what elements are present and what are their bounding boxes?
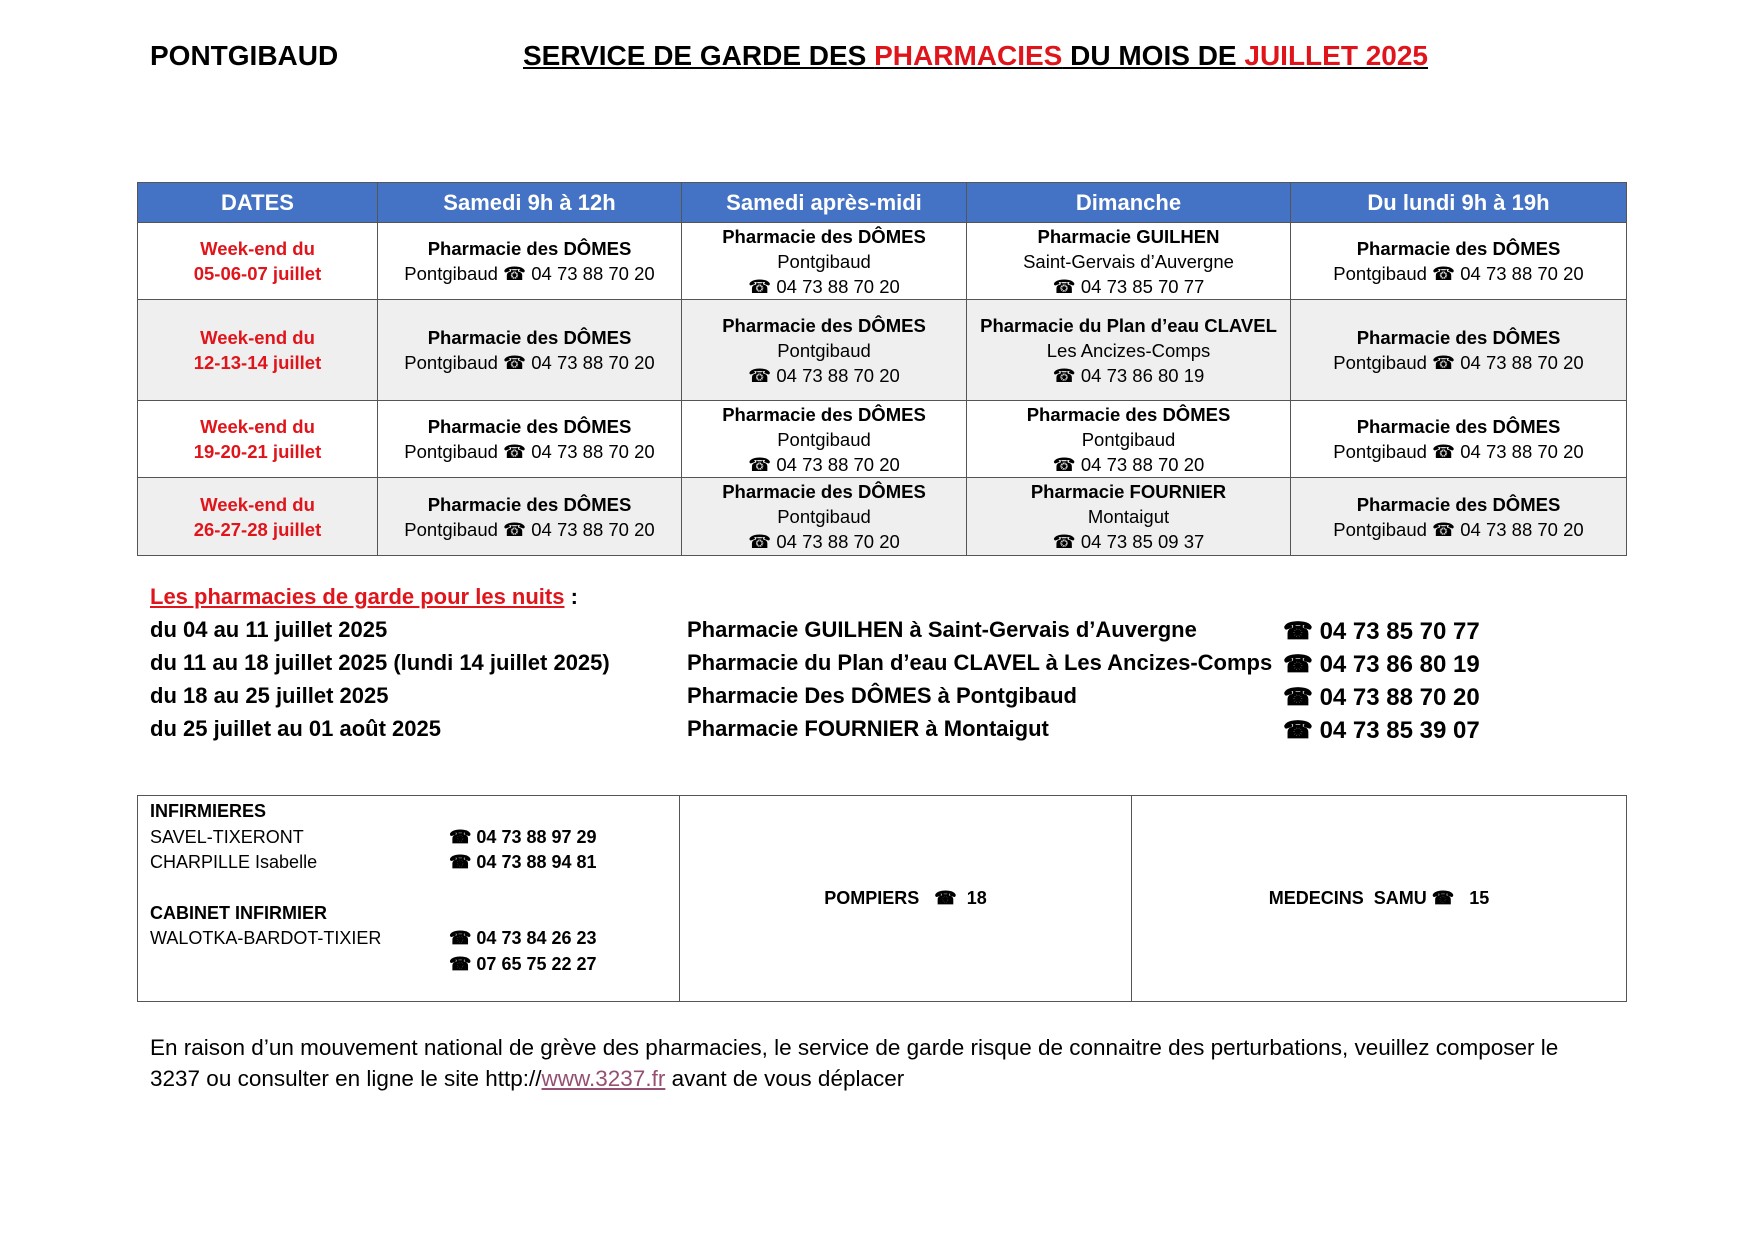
pharmacy-name: Pharmacie des DÔMES (1356, 238, 1561, 259)
night-duty-section (150, 584, 1590, 749)
pharmacy-contact: Pontgibaud ☎ 04 73 88 70 20 (1333, 518, 1584, 540)
sunday-cell (967, 478, 1291, 556)
sunday-cell (967, 401, 1291, 478)
title-part: SERVICE DE GARDE DES (523, 40, 875, 71)
weekday-cell (1291, 223, 1627, 300)
pharmacy-town: Pontgibaud (777, 339, 871, 361)
pharmacy-town: Montaigut (1087, 506, 1170, 527)
sunday-cell (967, 223, 1291, 300)
nurses-cell (138, 796, 680, 1002)
night-pharmacy: Pharmacie du Plan d’eau CLAVEL à Les Ancizes-Comps (687, 650, 1273, 675)
date-label: Week-end du (200, 493, 315, 515)
title-month: JUILLET 2025 (1244, 40, 1429, 71)
pharmacy-town: Pontgibaud (777, 506, 871, 527)
table-row (138, 300, 1627, 401)
sunday-cell (967, 300, 1291, 401)
sat-afternoon-cell (682, 401, 967, 478)
notice-text: En raison d’un mouvement national de grève des pharmacies, le service de garde risque de connaitre des perturbations, veuillez composer le 3237 ou consulter en ligne le site http:// (150, 1035, 1559, 1091)
pharmacy-phone: ☎ 04 73 88 70 20 (748, 275, 900, 297)
night-pharmacy: Pharmacie FOURNIER à Montaigut (687, 716, 1049, 741)
contacts-table (137, 795, 1627, 1002)
pharmacy-contact: Pontgibaud ☎ 04 73 88 70 20 (404, 352, 655, 373)
night-phone: ☎ 04 73 88 70 20 (1283, 684, 1480, 711)
pharmacy-contact: Pontgibaud ☎ 04 73 88 70 20 (1333, 441, 1584, 462)
pharmacy-name: Pharmacie des DÔMES (1356, 493, 1561, 515)
samu-cell (1132, 796, 1627, 1002)
night-period: du 18 au 25 juillet 2025 (150, 683, 389, 708)
night-duty-heading-text: Les pharmacies de garde pour les nuits (150, 584, 565, 609)
cabinet-phone: ☎ 04 73 84 26 23 (449, 928, 597, 948)
night-duty-row (150, 650, 1590, 683)
pharmacy-town: Les Ancizes-Comps (1046, 339, 1211, 361)
night-duty-heading (150, 584, 1590, 617)
sat-morning-cell (378, 401, 682, 478)
pharmacy-contact: Pontgibaud ☎ 04 73 88 70 20 (1333, 263, 1584, 284)
nurse-phone: ☎ 04 73 88 94 81 (449, 852, 597, 872)
column-header: Samedi 9h à 12h (378, 183, 682, 223)
strike-notice (150, 1032, 1610, 1094)
pharmacy-name: Pharmacie des DÔMES (427, 493, 632, 515)
nurse-phone: ☎ 04 73 88 97 29 (449, 827, 597, 847)
weekday-cell (1291, 300, 1627, 401)
column-header: Samedi après-midi (682, 183, 967, 223)
contacts-row (138, 796, 1627, 1002)
column-header: Dimanche (967, 183, 1291, 223)
date-range: 05-06-07 juillet (193, 263, 322, 284)
cabinet-phone: ☎ 07 65 75 22 27 (449, 954, 597, 974)
date-cell (138, 223, 378, 300)
website-link[interactable]: www.3237.fr (541, 1066, 666, 1091)
night-duty-row (150, 683, 1590, 716)
night-period: du 11 au 18 juillet 2025 (lundi 14 juillet 2025) (150, 650, 610, 675)
table-row (138, 401, 1627, 478)
weekday-cell (1291, 478, 1627, 556)
pharmacy-contact: Pontgibaud ☎ 04 73 88 70 20 (404, 441, 655, 462)
sat-morning-cell (378, 223, 682, 300)
nurse-name: CHARPILLE Isabelle (150, 852, 318, 872)
date-cell (138, 300, 378, 401)
pharmacy-name: Pharmacie des DÔMES (1026, 403, 1231, 425)
heading-suffix: : (564, 584, 578, 609)
sat-afternoon-cell (682, 300, 967, 401)
pharmacy-contact: Pontgibaud ☎ 04 73 88 70 20 (404, 263, 655, 284)
pharmacy-phone: ☎ 04 73 88 70 20 (748, 531, 900, 552)
pharmacy-name: Pharmacie du Plan d’eau CLAVEL (980, 314, 1277, 336)
sat-morning-cell (378, 300, 682, 401)
pharmacy-town: Pontgibaud (1081, 428, 1176, 450)
pharmacy-name: Pharmacie des DÔMES (427, 327, 632, 348)
night-period: du 04 au 11 juillet 2025 (150, 617, 388, 642)
date-range: 12-13-14 juillet (193, 352, 322, 373)
title-highlight: PHARMACIES (874, 40, 1063, 71)
nurses-title: INFIRMIERES (150, 801, 267, 821)
town-name: PONTGIBAUD (150, 40, 339, 71)
notice-text-end: avant de vous déplacer (665, 1066, 905, 1091)
schedule-header-row (138, 183, 1627, 223)
pompiers-cell (680, 796, 1132, 1002)
table-row (138, 223, 1627, 300)
date-cell (138, 401, 378, 478)
pharmacy-phone: ☎ 04 73 88 70 20 (748, 364, 900, 386)
night-duty-row (150, 716, 1590, 749)
nurse-name: SAVEL-TIXERONT (150, 827, 304, 847)
date-cell (138, 478, 378, 556)
weekday-cell (1291, 401, 1627, 478)
column-header: DATES (138, 183, 378, 223)
samu-number: MEDECINS SAMU ☎ 15 (1268, 888, 1490, 908)
pharmacy-contact: Pontgibaud ☎ 04 73 88 70 20 (404, 518, 655, 540)
pharmacy-name: Pharmacie des DÔMES (1356, 416, 1561, 437)
pompiers-number: POMPIERS ☎ 18 (824, 888, 987, 908)
night-phone: ☎ 04 73 85 70 77 (1283, 618, 1480, 645)
pharmacy-name: Pharmacie des DÔMES (722, 403, 926, 425)
pharmacy-name: Pharmacie des DÔMES (427, 416, 632, 437)
date-range: 26-27-28 juillet (193, 518, 322, 540)
sat-afternoon-cell (682, 223, 967, 300)
sat-afternoon-cell (682, 478, 967, 556)
pharmacy-phone: ☎ 04 73 85 70 77 (1052, 275, 1205, 297)
pharmacy-contact: Pontgibaud ☎ 04 73 88 70 20 (1333, 352, 1584, 373)
pharmacy-name: Pharmacie des DÔMES (722, 225, 926, 247)
pharmacy-phone: ☎ 04 73 85 09 37 (1052, 531, 1205, 552)
table-row (138, 478, 1627, 556)
pharmacy-name: Pharmacie des DÔMES (722, 481, 926, 502)
pharmacy-name: Pharmacie des DÔMES (1356, 327, 1561, 348)
cabinet-title: CABINET INFIRMIER (150, 903, 327, 923)
pharmacy-town: Saint-Gervais d’Auvergne (1023, 250, 1234, 272)
pharmacy-phone: ☎ 04 73 88 70 20 (748, 453, 900, 475)
pharmacy-town: Pontgibaud (777, 250, 871, 272)
column-header: Du lundi 9h à 19h (1291, 183, 1627, 223)
schedule-table (137, 182, 1627, 556)
date-label: Week-end du (200, 238, 315, 259)
date-label: Week-end du (200, 416, 315, 437)
night-phone: ☎ 04 73 85 39 07 (1283, 717, 1480, 744)
pharmacy-town: Pontgibaud (777, 428, 871, 450)
date-range: 19-20-21 juillet (193, 441, 322, 462)
sat-morning-cell (378, 478, 682, 556)
pharmacy-name: Pharmacie des DÔMES (427, 238, 632, 259)
date-label: Week-end du (200, 327, 315, 348)
page-title (523, 40, 1428, 72)
title-part: DU MOIS DE (1062, 40, 1245, 71)
pharmacy-name: Pharmacie des DÔMES (722, 314, 926, 336)
night-pharmacy: Pharmacie GUILHEN à Saint-Gervais d’Auvergne (687, 617, 1197, 642)
night-duty-row (150, 617, 1590, 650)
night-phone: ☎ 04 73 86 80 19 (1283, 651, 1480, 678)
pharmacy-name: Pharmacie FOURNIER (1030, 481, 1227, 502)
night-pharmacy: Pharmacie Des DÔMES à Pontgibaud (687, 683, 1077, 708)
cabinet-name: WALOTKA-BARDOT-TIXIER (150, 928, 382, 948)
pharmacy-phone: ☎ 04 73 88 70 20 (1052, 453, 1205, 475)
pharmacy-name: Pharmacie GUILHEN (1037, 225, 1220, 247)
pharmacy-phone: ☎ 04 73 86 80 19 (1052, 364, 1205, 386)
night-period: du 25 juillet au 01 août 2025 (150, 716, 441, 741)
